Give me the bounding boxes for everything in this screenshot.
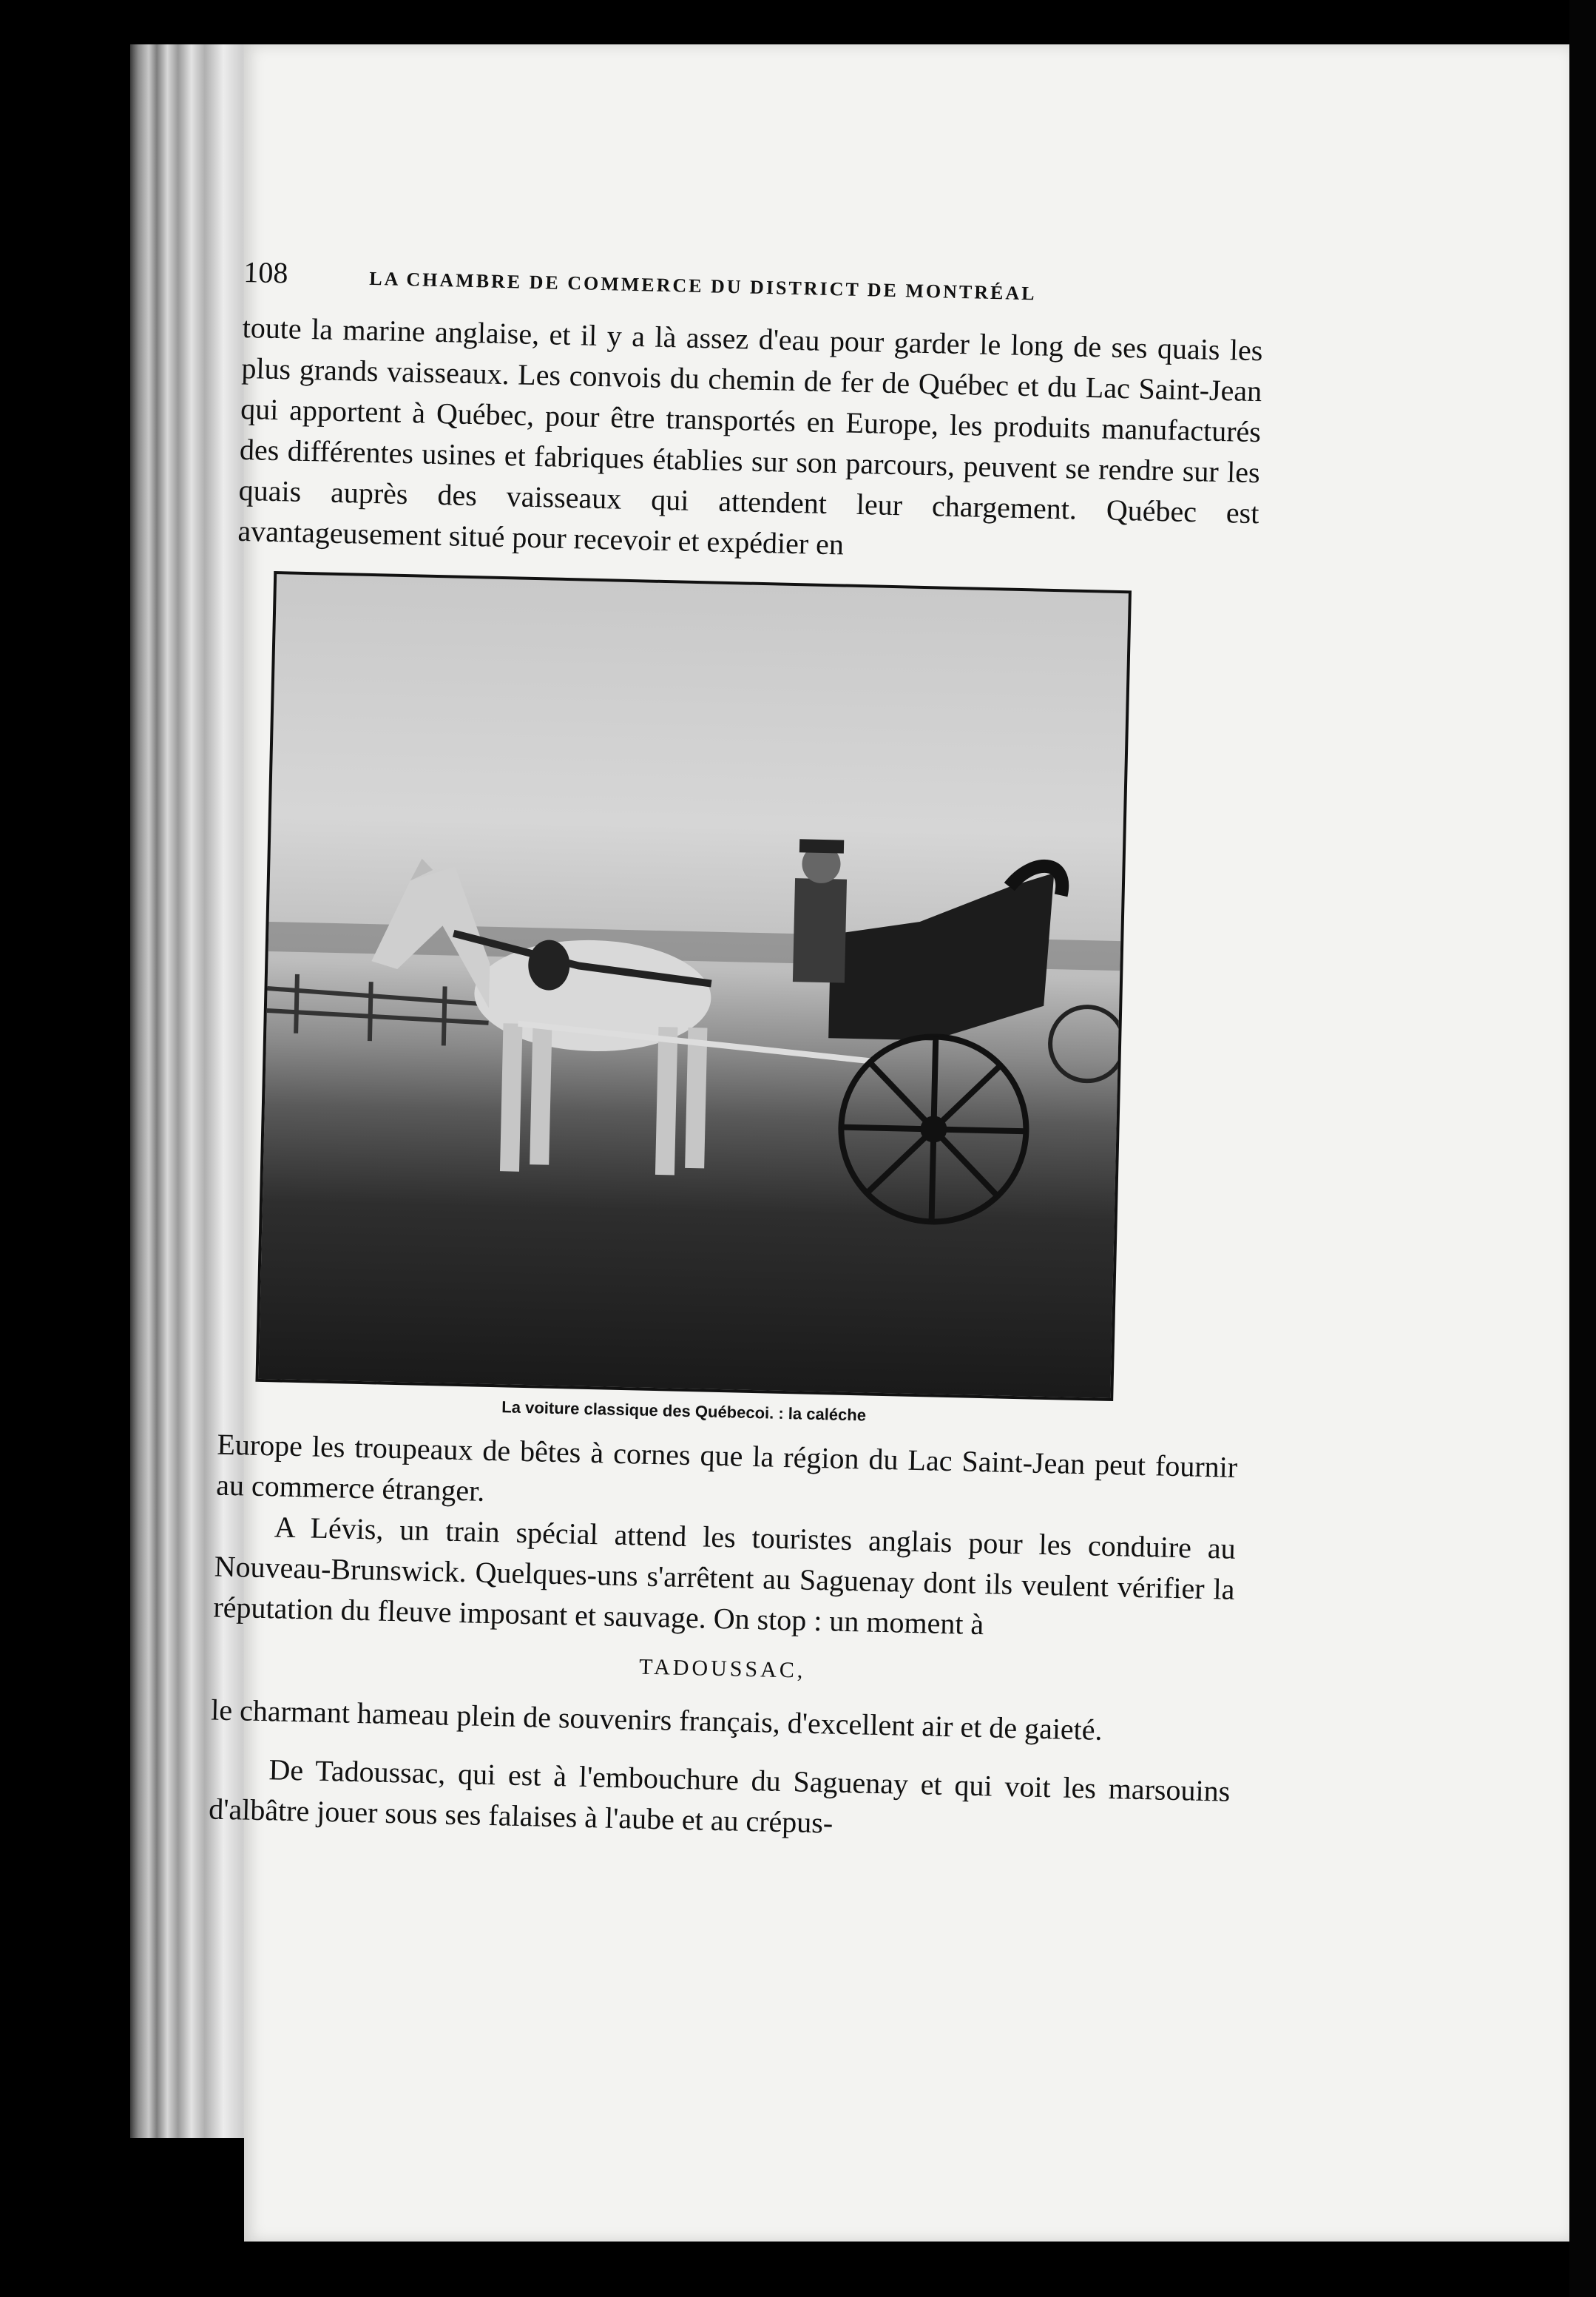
running-title: LA CHAMBRE DE COMMERCE DU DISTRICT DE MONTRÉAL xyxy=(368,267,1037,305)
paragraph-5: De Tadoussac, qui est à l'embouchure du Saguenay et qui voit les marsouins d'albâtre jouer sous ses falaises à l'aube et au crépus- xyxy=(208,1753,1231,1840)
figure xyxy=(255,571,1132,1431)
photo-caption: La voiture classique des Québecoi. : la caléche xyxy=(501,1397,867,1425)
paragraph-1: toute la marine anglaise, et il y a là assez d'eau pour garder le long de ses quais les plus grands vaisseaux. Les convois du chemin de fer de Québec et du Lac Saint-Jean qui apportent à Québec, pour être transportés en Europe, les produits manufacturés des différentes usines et fabriques établies sur son parcours, peuvent se rendre sur les quais auprès des vaisseaux qui attendent leur chargement. Québec est avantageusement situé pour recevoir et expédier en xyxy=(237,310,1263,561)
scan-border xyxy=(1569,0,1596,2297)
horse-and-caleche-photo xyxy=(255,571,1132,1401)
paragraph-2: Europe les troupeaux de bêtes à cornes que la région du Lac Saint-Jean peut fournir au commerce étranger. xyxy=(215,1427,1238,1508)
paragraph-4: le charmant hameau plein de souvenirs français, d'excellent air et de gaieté. xyxy=(210,1693,1103,1747)
paragraph-3: A Lévis, un train spécial attend les touristes anglais pour les conduire au Nouveau-Brunswick. Quelques-uns s'arrêtent au Saguenay dont ils veulent vérifier la réputation du fleuve imposant et sauvage. On stop : un moment à xyxy=(213,1510,1237,1642)
page-number: 108 xyxy=(243,254,288,290)
photo-illustration xyxy=(259,574,1129,1398)
page-content xyxy=(209,254,1265,1852)
section-title: TADOUSSAC, xyxy=(638,1654,806,1683)
